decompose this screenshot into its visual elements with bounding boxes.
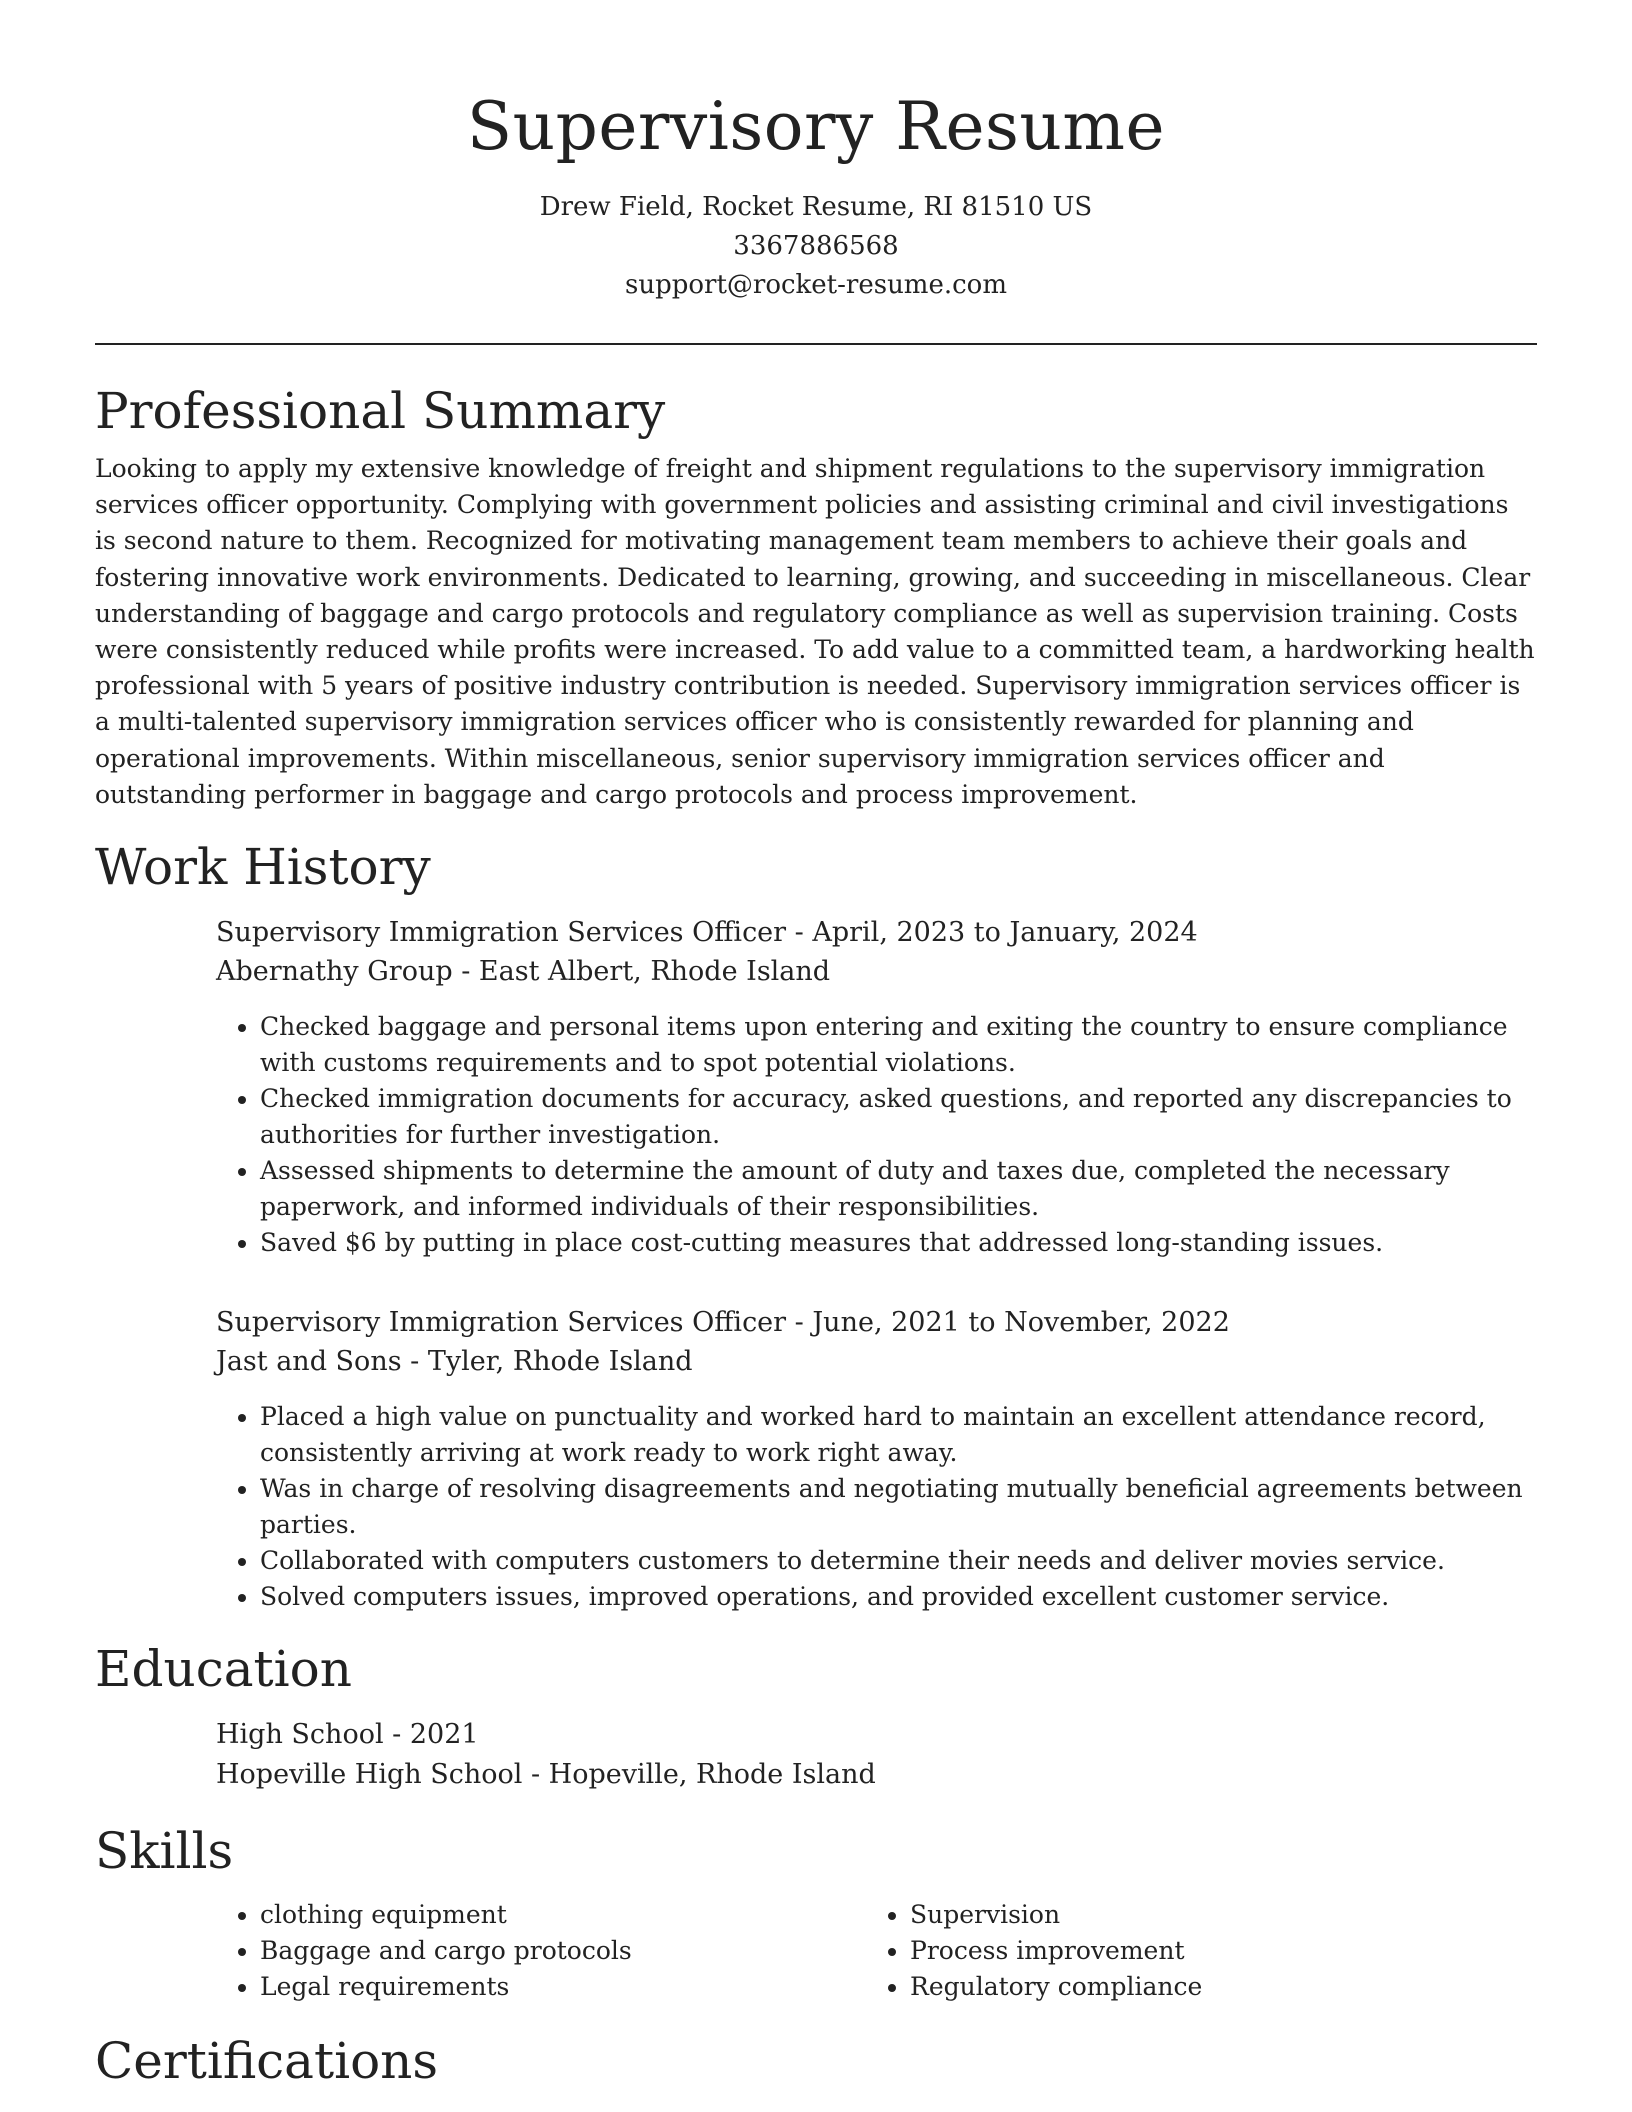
- job-title-dates: Supervisory Immigration Services Officer - June, 2021 to November, 2022: [216, 1307, 1230, 1339]
- skills-heading: Skills: [95, 1822, 234, 1881]
- resume-header: [95, 0, 1537, 305]
- education-degree: High School - 2021: [216, 1719, 479, 1751]
- skill-item: • Process improvement: [910, 1933, 1537, 1969]
- job-bullet: • Saved $6 by putting in place cost-cutting measures that addressed long-standing issues.: [260, 1225, 1537, 1261]
- work-history-section: [95, 835, 1537, 1615]
- contact-block: [95, 188, 1537, 305]
- job-bullets: [216, 1009, 1537, 1261]
- education-heading: Education: [95, 1640, 352, 1699]
- contact-address: Drew Field, Rocket Resume, RI 81510 US: [539, 192, 1093, 222]
- certifications-section: [95, 2029, 1537, 2093]
- contact-email: support@rocket-resume.com: [624, 270, 1007, 300]
- skill-item: • Baggage and cargo protocols: [260, 1933, 866, 1969]
- skills-left-column: [216, 1897, 866, 2005]
- job-bullet: • Was in charge of resolving disagreements and negotiating mutually beneficial agreements between parties.: [260, 1471, 1537, 1543]
- skills-section: [95, 1819, 1537, 2005]
- job-bullet: • Checked immigration documents for accuracy, asked questions, and reported any discrepancies to authorities for further investigation.: [260, 1081, 1537, 1153]
- skill-item: • clothing equipment: [260, 1897, 866, 1933]
- job-company-location: Jast and Sons - Tyler, Rhode Island: [216, 1346, 693, 1378]
- resume-title: Supervisory Resume: [466, 88, 1166, 165]
- job-title-dates: Supervisory Immigration Services Officer - April, 2023 to January, 2024: [216, 917, 1198, 949]
- job-bullet: • Solved computers issues, improved operations, and provided excellent customer service.: [260, 1579, 1537, 1615]
- summary-heading: Professional Summary: [95, 382, 666, 440]
- contact-phone: 3367886568: [733, 231, 899, 261]
- job-bullet: • Collaborated with computers customers to determine their needs and deliver movies service.: [260, 1543, 1537, 1579]
- job-bullet: • Placed a high value on punctuality and worked hard to maintain an excellent attendance record, consistently arriving at work ready to work right away.: [260, 1399, 1537, 1471]
- summary-section: [95, 379, 1537, 813]
- job-bullets: [216, 1399, 1537, 1615]
- job-company-location: Abernathy Group - East Albert, Rhode Island: [216, 956, 831, 988]
- skills-right-column: [866, 1897, 1537, 2005]
- job-bullet: • Assessed shipments to determine the amount of duty and taxes due, completed the necessary paperwork, and informed individuals of their responsibilities.: [260, 1153, 1537, 1225]
- skill-item: • Supervision: [910, 1897, 1537, 1933]
- job-entry: [216, 913, 1537, 1261]
- skill-item: • Legal requirements: [260, 1969, 866, 2005]
- job-entry: [216, 1303, 1537, 1615]
- skills-grid: [216, 1897, 1537, 2005]
- header-divider: [95, 343, 1537, 345]
- education-entry: [216, 1715, 1537, 1795]
- summary-text: Looking to apply my extensive knowledge of freight and shipment regulations to the supervisory immigration services officer opportunity. Complying with government policies and assisting criminal and civil investigations is second nature to them. Recognized for motivating management team members to achieve their goals and fostering innovative work environments. Dedicated to learning, growing, and succeeding in miscellaneous. Clear understanding of baggage and cargo protocols and regulatory compliance as well as supervision training. Costs were consistently reduced while profits were increased. To add value to a committed team, a hardworking health professional with 5 years of positive industry contribution is needed. Supervisory immigration services officer is a multi-talented supervisory immigration services officer who is consistently rewarded for planning and operational improvements. Within miscellaneous, senior supervisory immigration services officer and outstanding performer in baggage and cargo protocols and process improvement.: [95, 454, 1535, 809]
- job-bullet: • Checked baggage and personal items upon entering and exiting the country to ensure compliance with customs requirements and to spot potential violations.: [260, 1009, 1537, 1081]
- skill-item: • Regulatory compliance: [910, 1969, 1537, 2005]
- work-history-heading: Work History: [95, 838, 431, 897]
- education-section: [95, 1637, 1537, 1795]
- education-school: Hopeville High School - Hopeville, Rhode Island: [216, 1759, 876, 1791]
- certifications-heading: Certifications: [95, 2032, 439, 2091]
